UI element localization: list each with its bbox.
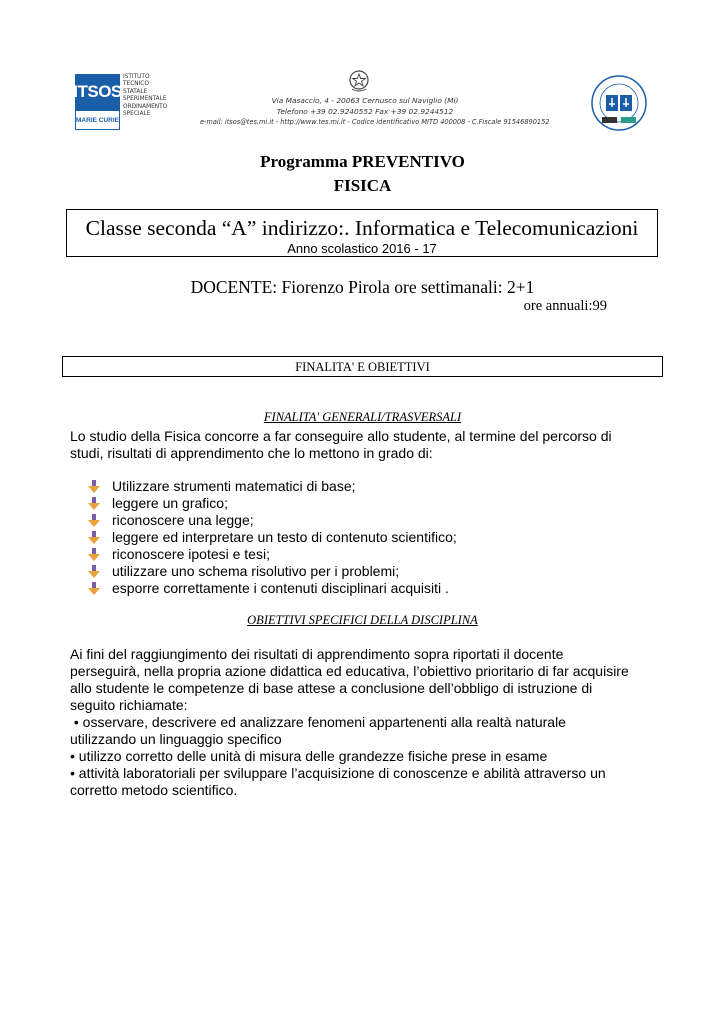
address-line: Via Masaccio, 4 - 20063 Cernusco sul Naviglio (Mi)	[271, 96, 459, 105]
institute-description	[123, 74, 183, 118]
down-arrow-icon	[88, 565, 100, 578]
desc-line: ORDINAMENTO	[123, 103, 168, 110]
intro-line: studi, risultati di apprendimento che lo mettono in grado di:	[70, 445, 433, 461]
class-box	[66, 209, 658, 257]
goal-text: leggere ed interpretare un testo di contenuto scientifico;	[112, 529, 457, 545]
italian-republic-emblem-icon	[348, 69, 370, 93]
goal-text: riconoscere una legge;	[112, 512, 254, 528]
school-year: Anno scolastico 2016 - 17	[287, 241, 437, 256]
class-line: Classe seconda “A” indirizzo:. Informatica e Telecomunicazioni	[85, 216, 639, 240]
finalita-heading: FINALITA' GENERALI/TRASVERSALI	[263, 410, 462, 424]
phone-line: Telefono +39 02.9240552 Fax +39 02.9244512	[276, 107, 454, 116]
list-item	[88, 529, 457, 546]
list-item	[88, 478, 457, 495]
desc-line: TECNICO	[123, 81, 149, 88]
list-item	[88, 546, 457, 563]
section-heading: FINALITA' E OBIETTIVI	[62, 356, 663, 377]
obiettivi-heading: OBIETTIVI SPECIFICI DELLA DISCIPLINA	[247, 613, 478, 627]
desc-line: SPERIMENTALE	[123, 96, 167, 103]
intro-line: Lo studio della Fisica concorre a far conseguire allo studente, al termine del percorso di	[70, 428, 612, 444]
contact-line: e-mail: itsos@tes.mi.it - http://www.tes.mi.it - Codice identificativo MITD 400008 - C.Fiscale 91546890152	[200, 118, 550, 126]
subject-title: FISICA	[333, 176, 392, 195]
annual-hours: ore annuali:99	[523, 298, 607, 314]
iso-certification-seal-icon	[588, 73, 650, 135]
text-line: Ai fini del raggiungimento dei risultati di apprendimento sopra riportati il docente	[70, 646, 564, 662]
finalita-intro	[70, 428, 660, 462]
list-item	[88, 512, 457, 529]
text-line: utilizzando un linguaggio specifico	[70, 731, 282, 747]
text-line: corretto metodo scientifico.	[70, 782, 238, 798]
down-arrow-icon	[88, 548, 100, 561]
goal-text: utilizzare uno schema risolutivo per i problemi;	[112, 563, 400, 579]
down-arrow-icon	[88, 582, 100, 595]
logo-name: ITSOS	[75, 74, 120, 110]
school-address	[200, 95, 550, 128]
down-arrow-icon	[88, 480, 100, 493]
list-item	[88, 580, 457, 597]
goals-list	[88, 478, 457, 597]
teacher-line: DOCENTE: Fiorenzo Pirola ore settimanali: 2+1	[190, 277, 535, 297]
goal-text: Utilizzare strumenti matematici di base;	[112, 478, 356, 494]
goal-text: leggere un grafico;	[112, 495, 228, 511]
down-arrow-icon	[88, 531, 100, 544]
goal-text: esporre correttamente i contenuti disciplinari acquisiti .	[112, 580, 449, 596]
obiettivi-text	[70, 646, 660, 799]
text-line: allo studente le competenze di base attese a conclusione dell’obbligo di istruzione di	[70, 680, 593, 696]
itsos-logo	[75, 74, 120, 130]
down-arrow-icon	[88, 497, 100, 510]
text-line: • osservare, descrivere ed analizzare fenomeni appartenenti alla realtà naturale	[70, 714, 566, 730]
text-line: seguito richiamate:	[70, 697, 188, 713]
text-line: • attività laboratoriali per sviluppare l’acquisizione di conoscenze e abilità attraverso un	[70, 765, 606, 781]
goal-text: riconoscere ipotesi e tesi;	[112, 546, 270, 562]
desc-line: SPECIALE	[123, 111, 151, 118]
text-line: • utilizzo corretto delle unità di misura delle grandezze fisiche prese in esame	[70, 748, 548, 764]
list-item	[88, 563, 457, 580]
down-arrow-icon	[88, 514, 100, 527]
logo-sub: MARIE CURIE	[75, 110, 120, 130]
text-line: perseguirà, nella propria azione didattica ed educativa, l’obiettivo prioritario di far acquisire	[70, 663, 629, 679]
desc-line: ISTITUTO	[123, 74, 150, 80]
program-title: Programma PREVENTIVO	[260, 152, 465, 171]
desc-line: STATALE	[123, 88, 148, 95]
list-item	[88, 495, 457, 512]
